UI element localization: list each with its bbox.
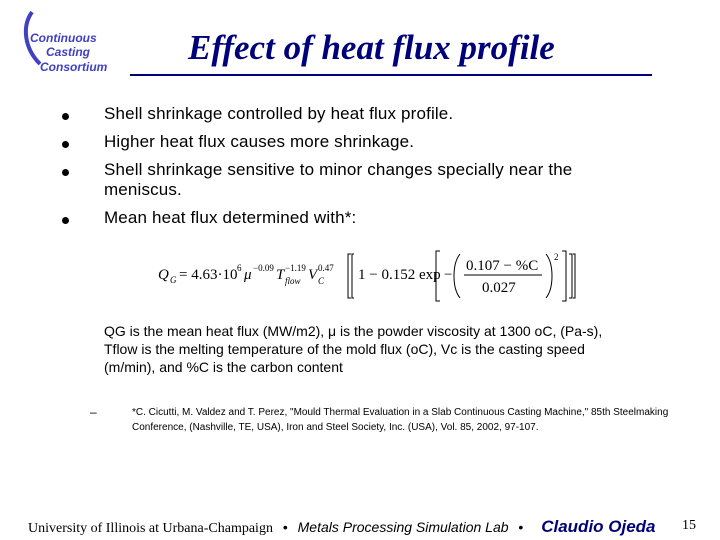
formula-q-sub: G <box>170 275 177 285</box>
formula-brace-right <box>569 254 572 298</box>
formula-v-exp: 0.47 <box>318 263 334 273</box>
formula-numerator: 0.107 − %C <box>466 258 539 274</box>
ccc-logo <box>18 8 138 78</box>
formula-bracket-right <box>562 251 566 301</box>
bullet-marker <box>62 217 69 224</box>
bullet-text-continuation: meniscus. <box>104 180 182 199</box>
formula-brace-left <box>348 254 351 298</box>
reference-dash: – <box>90 405 97 419</box>
footer-university: University of Illinois at Urbana-Champaign <box>28 521 273 536</box>
footer-lab: Metals Processing Simulation Lab <box>297 519 509 535</box>
bullet-text: Shell shrinkage controlled by heat flux profile. <box>104 104 454 123</box>
bullet-text: Higher heat flux causes more shrinkage. <box>104 132 415 151</box>
definition-line: (m/min), and %C is the carbon content <box>104 359 343 375</box>
logo-word-consortium: Consortium <box>40 60 108 74</box>
formula-coeff-exp: 6 <box>237 263 242 273</box>
logo-word-casting: Casting <box>46 45 91 59</box>
bullet-text: Shell shrinkage sensitive to minor changes specially near the <box>104 160 573 179</box>
formula-paren-right <box>546 254 552 298</box>
formula-brace-right-inner <box>573 254 575 298</box>
formula-square: 2 <box>554 252 559 262</box>
heat-flux-formula <box>148 246 578 302</box>
formula-minus: − <box>444 267 453 283</box>
footer-separator: • <box>282 519 288 535</box>
reference-citation: *C. Cicutti, M. Valdez and T. Perez, "Mould Thermal Evaluation in a Slab Continuous Casting Machine," 85th Steelmaking Conference, (Nashville, TE, USA), Iron and Steel Society, Inc. (USA), Vol. 85, 2002, 97-107. <box>132 407 669 433</box>
footer-author: Claudio Ojeda <box>541 517 656 536</box>
formula-brace-left-inner <box>352 254 354 298</box>
definition-line: QG is the mean heat flux (MW/m2), μ is the powder viscosity at 1300 oC, (Pa-s), <box>104 323 603 339</box>
title-underline <box>130 74 652 76</box>
formula-v: V <box>308 267 318 283</box>
formula-one-minus: 1 − 0.152 exp <box>358 267 441 283</box>
formula-t-sub: flow <box>285 276 301 286</box>
logo-word-continuous: Continuous <box>30 31 97 45</box>
bullet-marker <box>62 169 69 176</box>
formula-t-exp: −1.19 <box>285 263 306 273</box>
formula-mu-exp: −0.09 <box>253 263 274 273</box>
formula-v-sub: C <box>318 276 325 286</box>
slide-title: Effect of heat flux profile <box>188 28 555 67</box>
footer <box>28 517 718 537</box>
symbol-definitions <box>104 322 704 376</box>
formula-coeff: = 4.63·10 <box>179 267 238 283</box>
bullet-marker <box>62 113 69 120</box>
formula-mu: μ <box>244 267 252 283</box>
formula-denominator: 0.027 <box>482 280 516 296</box>
formula-q: Q <box>158 267 169 283</box>
definition-line: Tflow is the melting temperature of the mold flux (oC), Vc is the casting speed <box>104 341 585 357</box>
bullet-text: Mean heat flux determined with*: <box>104 208 357 227</box>
footer-separator: • <box>518 519 524 535</box>
bullet-marker <box>62 141 69 148</box>
page-number: 15 <box>682 518 696 533</box>
formula-paren-left <box>454 254 460 298</box>
formula-t: T <box>276 267 285 283</box>
